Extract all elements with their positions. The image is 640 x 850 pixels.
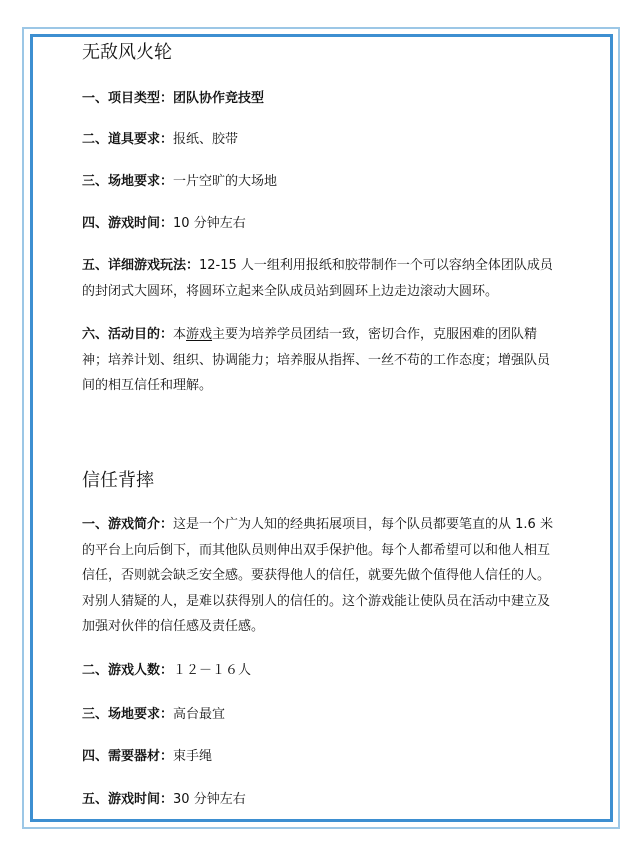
trust-venue — [82, 706, 225, 724]
wheel-duration — [82, 215, 246, 233]
item-value: 报纸、胶带 — [173, 132, 239, 147]
section-title-wheel: 无敌风火轮 — [82, 42, 172, 63]
item-label: 一、游戏简介： — [82, 517, 174, 532]
item-label: 五、游戏时间： — [82, 792, 174, 807]
trust-players — [82, 662, 251, 680]
item-value: 10 分钟左右 — [173, 216, 246, 231]
item-value-rest: 主要为培养学员团结一致，密切合作，克服困难的团队精神；培养计划、组织、协调能力；培养服从指挥、一丝不苟的工作态度；增强队员间的相互信任和理解。 — [82, 327, 551, 393]
item-label: 二、道具要求： — [82, 132, 174, 147]
wheel-project-type — [82, 90, 264, 108]
item-label: 一、项目类型： — [82, 91, 174, 106]
item-value: 束手绳 — [173, 749, 213, 764]
item-label: 四、需要器材： — [82, 749, 174, 764]
item-label: 三、场地要求： — [82, 174, 174, 189]
item-value: 12-15 人一组利用报纸和胶带制作一个可以容纳全体团队成员的封闭式大圆环，将圆环立起来全队成员站到圆环上边走边滚动大圆环。 — [82, 258, 553, 299]
item-value: 高台最宜 — [173, 707, 226, 722]
game-link[interactable]: 游戏 — [186, 327, 213, 342]
wheel-venue — [82, 173, 277, 191]
item-label: 二、游戏人数： — [82, 663, 174, 678]
item-label: 五、详细游戏玩法： — [82, 258, 200, 273]
trust-equipment — [82, 748, 212, 766]
section-title-trust-fall: 信任背摔 — [82, 470, 154, 491]
wheel-gameplay — [82, 253, 560, 304]
item-value: 一片空旷的大场地 — [173, 174, 278, 189]
item-label: 四、游戏时间： — [82, 216, 174, 231]
item-label: 六、活动目的： — [82, 327, 174, 342]
trust-intro — [82, 512, 560, 640]
item-value: 30 分钟左右 — [173, 792, 246, 807]
item-value-prefix: 本 — [173, 327, 187, 342]
item-value: １２－１６人 — [173, 663, 252, 678]
wheel-purpose — [82, 322, 560, 399]
trust-duration — [82, 791, 246, 809]
wheel-props — [82, 131, 238, 149]
item-value: 这是一个广为人知的经典拓展项目，每个队员都要笔直的从 1.6 米的平台上向后倒下，而其他队员则伸出双手保护他。每个人都希望可以和他人相互信任，否则就会缺乏安全感。要获得他人的信任，就要先做个值得他人信任的人。对别人猜疑的人，是难以获得别人的信任的。这个游戏能让使队员在活动中建立及加强对伙伴的信任感及责任感。 — [82, 517, 553, 634]
page-border-inner — [30, 34, 613, 822]
item-label: 三、场地要求： — [82, 707, 174, 722]
item-value: 团队协作竞技型 — [173, 91, 265, 106]
